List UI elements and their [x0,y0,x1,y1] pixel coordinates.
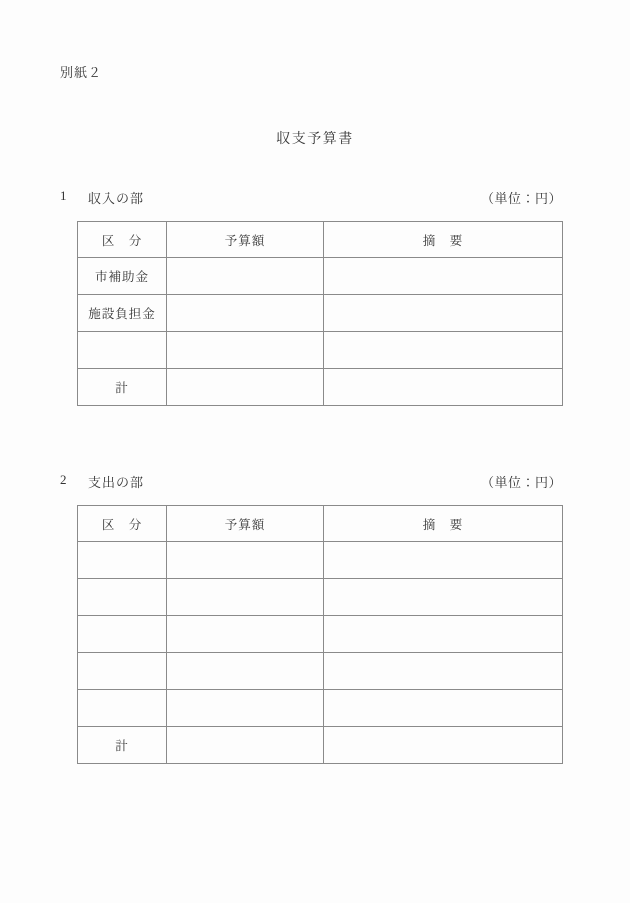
cell-category[interactable] [78,690,167,727]
revenue-table [77,221,563,406]
cell-budget-amount[interactable] [167,653,324,690]
section-revenue-unit-note: （単位：円） [480,191,562,206]
cell-remarks[interactable] [324,258,563,295]
cell-remarks-total[interactable] [324,369,563,406]
cell-category[interactable] [78,332,167,369]
section-revenue-number: 1 [60,188,67,203]
cell-remarks[interactable] [324,690,563,727]
table-row [78,579,563,616]
cell-category-total: 計 [78,727,167,764]
column-header-budget-amount: 予算額 [167,222,324,258]
cell-budget-amount[interactable] [167,616,324,653]
cell-budget-amount-total[interactable] [167,369,324,406]
revenue-table-header-row [78,222,563,258]
cell-budget-amount[interactable] [167,332,324,369]
cell-category[interactable] [78,616,167,653]
cell-category[interactable] [78,653,167,690]
table-row [78,542,563,579]
cell-remarks[interactable] [324,653,563,690]
column-header-remarks: 摘 要 [324,222,563,258]
cell-category[interactable] [78,542,167,579]
cell-remarks[interactable] [324,332,563,369]
table-row [78,616,563,653]
table-row [78,258,563,295]
cell-budget-amount[interactable] [167,579,324,616]
attachment-label: 別紙２ [60,65,103,80]
cell-budget-amount[interactable] [167,690,324,727]
table-row [78,690,563,727]
table-row [78,295,563,332]
cell-budget-amount-total[interactable] [167,727,324,764]
document-title: 収支予算書 [276,132,354,147]
section-revenue-header [60,188,562,210]
section-expense-number: 2 [60,472,67,487]
column-header-category: 区 分 [78,222,167,258]
cell-category-total: 計 [78,369,167,406]
cell-remarks[interactable] [324,542,563,579]
expense-table-header-row [78,506,563,542]
column-header-budget-amount: 予算額 [167,506,324,542]
section-expense-header [60,472,562,494]
cell-budget-amount[interactable] [167,542,324,579]
table-row [78,332,563,369]
cell-remarks[interactable] [324,579,563,616]
section-revenue [60,188,562,395]
column-header-category: 区 分 [78,506,167,542]
table-row-total [78,369,563,406]
section-expense [60,472,562,753]
section-revenue-title: 収入の部 [88,191,145,206]
expense-table [77,505,563,764]
cell-budget-amount[interactable] [167,295,324,332]
cell-remarks[interactable] [324,616,563,653]
cell-remarks-total[interactable] [324,727,563,764]
cell-category: 施設負担金 [78,295,167,332]
cell-category[interactable] [78,579,167,616]
section-expense-unit-note: （単位：円） [480,475,562,490]
cell-budget-amount[interactable] [167,258,324,295]
cell-category: 市補助金 [78,258,167,295]
column-header-remarks: 摘 要 [324,506,563,542]
cell-remarks[interactable] [324,295,563,332]
table-row-total [78,727,563,764]
section-expense-title: 支出の部 [88,475,145,490]
table-row [78,653,563,690]
